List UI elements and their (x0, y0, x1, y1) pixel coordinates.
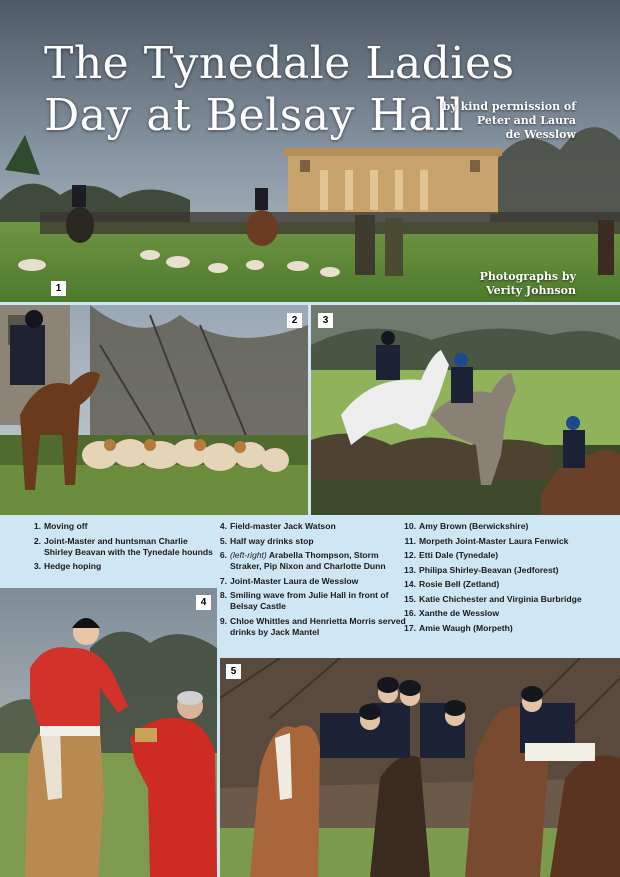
credit-line-2: Verity Johnson (486, 284, 576, 297)
caption-item: 9. Chloe Whittles and Henrietta Morris served drinks by Jack Mantel (219, 615, 406, 637)
caption-item: 4. Field-master Jack Watson (219, 521, 336, 531)
caption-item: 14. Rosie Bell (Zetland) (404, 579, 500, 589)
caption-item: 5. Half way drinks stop (219, 535, 314, 546)
credit-line-1: Photographs by (479, 270, 576, 283)
photo-hedge-hopping (311, 305, 620, 515)
caption-list-col-3 (403, 521, 603, 637)
photo-number-3: 3 (318, 313, 333, 328)
photo-field-master (0, 588, 217, 877)
byline-line-2: Peter and Laura (476, 114, 576, 127)
caption-item: 17. Amie Waugh (Morpeth) (404, 622, 513, 633)
caption-item: 8. Smiling wave from Julie Hall in front of Belsay Castle (219, 590, 389, 611)
photo-drinks-stop (220, 658, 620, 877)
caption-item: 15. Katie Chichester and Virginia Burbridge (404, 593, 582, 604)
caption-item: 10. Amy Brown (Berwickshire) (404, 521, 529, 531)
byline-line-1: by kind permission of (442, 100, 576, 113)
caption-item: 12. Etti Dale (Tynedale) (404, 550, 499, 560)
caption-item: 6. (left-right) Arabella Thompson, Storm Straker, Pip Nixon and Charlotte Dunn (219, 550, 386, 571)
caption-item: 1. Moving off (33, 521, 88, 531)
byline (443, 100, 576, 142)
photo-number-5: 5 (226, 664, 241, 679)
photo-huntsman-hounds (0, 305, 308, 515)
caption-list-col-1 (28, 521, 214, 576)
title-line-2: Day at Belsay Hall (44, 90, 465, 141)
byline-line-3: de Wesslow (505, 128, 576, 141)
photo-number-4: 4 (196, 595, 211, 610)
photo-number-2: 2 (287, 313, 302, 328)
title-line-1: The Tynedale Ladies (44, 38, 515, 89)
caption-item: 11. Morpeth Joint-Master Laura Fenwick (404, 535, 569, 546)
caption-item: 7. Joint-Master Laura de Wesslow (219, 575, 359, 586)
caption-list-col-2 (214, 521, 406, 641)
caption-item: 2. Joint-Master and huntsman Charlie Shirley Beavan with the Tynedale hounds (33, 535, 213, 557)
caption-item: 3. Hedge hoping (33, 561, 102, 571)
photo-number-1: 1 (51, 281, 66, 296)
photo-credit (480, 270, 576, 298)
caption-item: 16. Xanthe de Wesslow (404, 608, 500, 618)
caption-item: 13. Philipa Shirley-Beavan (Jedforest) (404, 564, 559, 575)
